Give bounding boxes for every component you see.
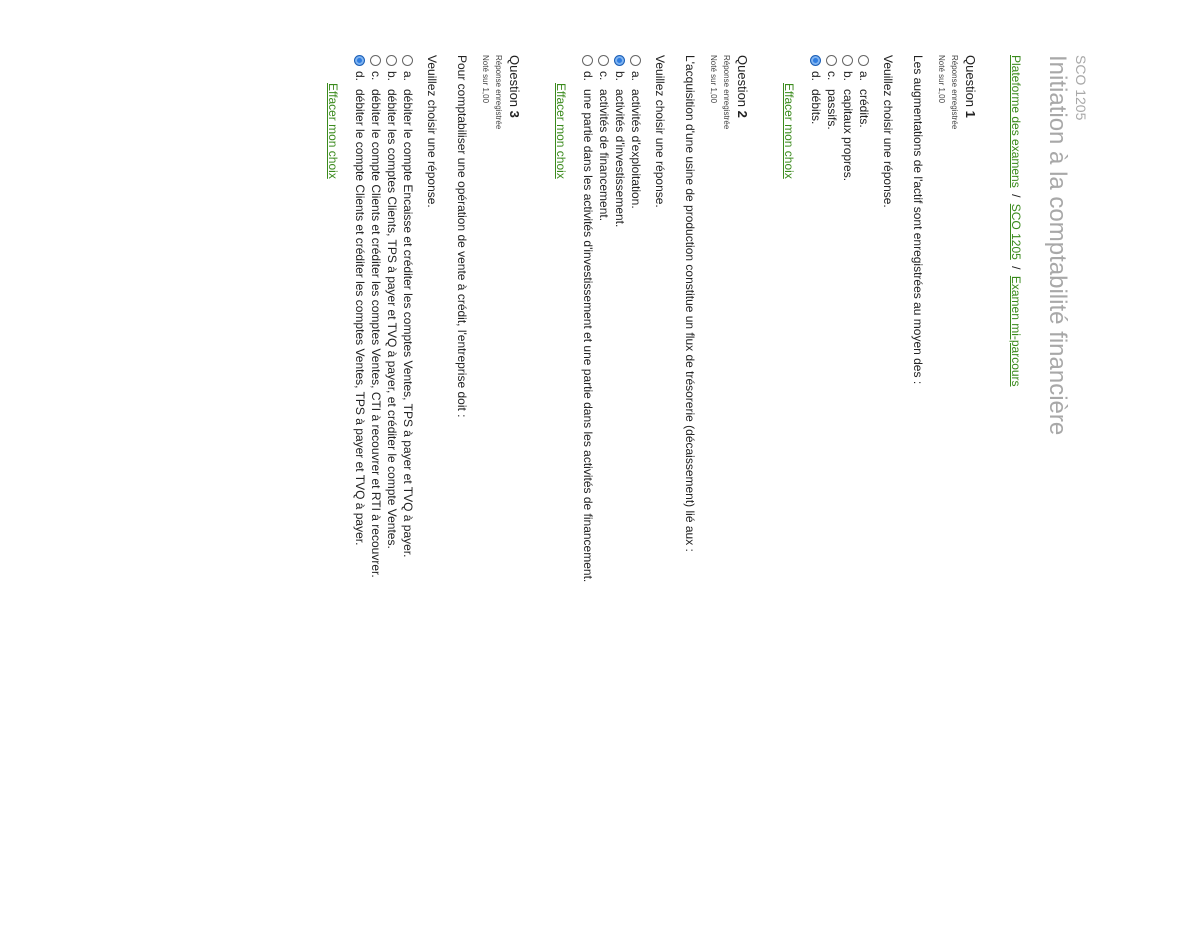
answer-text: débiter les comptes Clients, TPS à payer et TVQ à payer, et créditer le compte Ventes.	[385, 89, 399, 549]
question-number: 3	[507, 110, 522, 118]
page-title: Initiation à la comptabilité financière	[1044, 55, 1071, 436]
breadcrumb-separator: /	[1009, 266, 1023, 270]
answer-letter: a.	[629, 71, 643, 82]
question-status: Réponse enregistrée	[722, 55, 731, 130]
radio-button[interactable]	[843, 55, 854, 66]
answer-option-d[interactable]	[808, 55, 824, 915]
question-instruction: Veuillez choisir une réponse.	[425, 55, 439, 208]
question-2	[552, 55, 750, 915]
radio-button[interactable]	[403, 55, 414, 66]
answer-letter: b.	[613, 71, 627, 82]
breadcrumb-link-platform[interactable]: Plateforme des examens	[1009, 55, 1023, 188]
answer-text: débits.	[809, 89, 823, 125]
clear-choice-link[interactable]: Effacer mon choix	[782, 83, 796, 179]
answer-letter: a.	[401, 71, 415, 82]
answer-text: capitaux propres.	[841, 89, 855, 182]
answer-option-c[interactable]	[596, 55, 612, 915]
answer-text: débiter le compte Encaisse et créditer les comptes Ventes, TPS à payer et TVQ à payer.	[401, 89, 415, 558]
answer-letter: c.	[597, 71, 611, 81]
answer-list	[580, 55, 644, 915]
question-1	[780, 55, 978, 915]
answer-letter: b.	[385, 71, 399, 82]
answer-text: débiter le compte Clients et créditer les comptes Ventes, TPS à payer et TVQ à payer.	[353, 89, 367, 546]
radio-button-selected[interactable]	[811, 55, 822, 66]
answer-letter: c.	[825, 71, 839, 81]
radio-button[interactable]	[859, 55, 870, 66]
question-label: Question	[507, 55, 522, 108]
answer-text: une partie dans les activités d'investissement et une partie dans les activités de financement.	[581, 89, 595, 583]
question-instruction: Veuillez choisir une réponse.	[881, 55, 895, 208]
answer-text: crédits.	[857, 89, 871, 128]
answer-list	[352, 55, 416, 915]
radio-button[interactable]	[387, 55, 398, 66]
answer-letter: c.	[369, 71, 383, 81]
clear-choice-link[interactable]: Effacer mon choix	[326, 83, 340, 179]
answer-option-a[interactable]	[628, 55, 644, 915]
answer-option-a[interactable]	[400, 55, 416, 915]
question-label: Question	[963, 55, 978, 108]
answer-option-b[interactable]	[612, 55, 628, 915]
question-prompt: Pour comptabiliser une opération de vente à crédit, l'entreprise doit :	[455, 55, 469, 418]
question-title	[734, 55, 750, 915]
question-prompt: L'acquisition d'une usine de production constitue un flux de trésorerie (décaissement) lié aux :	[683, 55, 697, 552]
answer-option-a[interactable]	[856, 55, 872, 915]
breadcrumb-link-exam[interactable]: Examen mi-parcours	[1009, 275, 1023, 387]
radio-button-selected[interactable]	[355, 55, 366, 66]
question-grade: Noté sur 1,00	[709, 55, 718, 104]
clear-choice-link[interactable]: Effacer mon choix	[554, 83, 568, 179]
radio-button[interactable]	[599, 55, 610, 66]
answer-letter: d.	[353, 71, 367, 82]
course-code: SCO 1205	[1073, 55, 1089, 121]
answer-option-d[interactable]	[352, 55, 368, 915]
answer-letter: d.	[581, 71, 595, 82]
radio-button[interactable]	[371, 55, 382, 66]
answer-option-d[interactable]	[580, 55, 596, 915]
radio-button-selected[interactable]	[615, 55, 626, 66]
radio-button[interactable]	[631, 55, 642, 66]
answer-letter: d.	[809, 71, 823, 82]
answer-text: activités d'exploitation.	[629, 89, 643, 209]
breadcrumb-link-course[interactable]: SCO 1205	[1009, 203, 1023, 260]
question-number: 1	[963, 110, 978, 118]
question-number: 2	[735, 110, 750, 118]
answer-list	[808, 55, 872, 915]
answer-letter: b.	[841, 71, 855, 82]
question-3	[324, 55, 522, 915]
question-status: Réponse enregistrée	[950, 55, 959, 130]
answer-letter: a.	[857, 71, 871, 82]
question-prompt: Les augmentations de l'actif sont enregistrées au moyen des :	[911, 55, 925, 385]
question-title	[506, 55, 522, 915]
radio-button[interactable]	[583, 55, 594, 66]
answer-text: débiter le compte Clients et créditer les comptes Ventes, CTI à recouvrer et RTI à recouvrer.	[369, 89, 383, 578]
answer-text: passifs.	[825, 89, 839, 130]
answer-option-c[interactable]	[824, 55, 840, 915]
radio-button[interactable]	[827, 55, 838, 66]
answer-text: activités de financement.	[597, 89, 611, 222]
answer-option-b[interactable]	[840, 55, 856, 915]
answer-option-c[interactable]	[368, 55, 384, 915]
question-grade: Noté sur 1,00	[937, 55, 946, 104]
answer-option-b[interactable]	[384, 55, 400, 915]
question-instruction: Veuillez choisir une réponse.	[653, 55, 667, 208]
question-title	[962, 55, 978, 915]
breadcrumb	[1008, 55, 1024, 915]
question-label: Question	[735, 55, 750, 108]
page-content	[294, 55, 1090, 915]
question-status: Réponse enregistrée	[494, 55, 503, 130]
question-grade: Noté sur 1,00	[481, 55, 490, 104]
breadcrumb-separator: /	[1009, 194, 1023, 198]
answer-text: activités d'investissement.	[613, 89, 627, 228]
